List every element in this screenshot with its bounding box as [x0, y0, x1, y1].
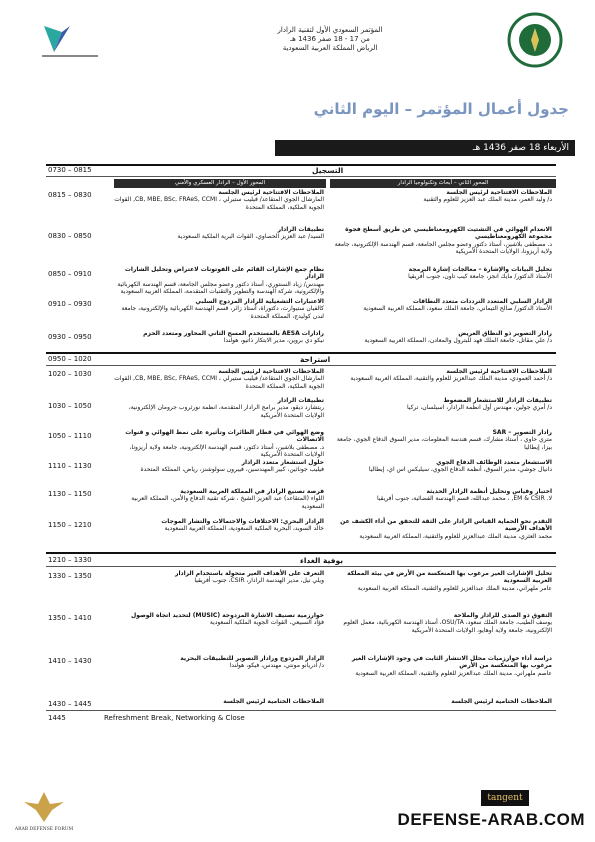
session-title: رادارات AESA بالمستخدم المسح الثاني المحاور ومتعدد الحزم: [143, 330, 324, 337]
conference-header: [250, 26, 410, 53]
session-title: الملاحظات الختامية لرئيس الجلسة: [451, 698, 552, 705]
time-slot: 0930 – 0950: [48, 333, 92, 341]
time-slot: 0950 – 1020: [48, 355, 92, 363]
forum-label: ARAB DEFENSE FORUM: [14, 827, 74, 832]
section-break: استراحة: [300, 355, 331, 364]
time-slot: 1330 – 1350: [48, 572, 92, 580]
session-speaker: الأستاذ الدكتور/ مايك انجز، جامعة كيب تاون، جنوب أفريقيا: [408, 273, 552, 281]
session-title: الرادار المزدوج ورادار التصوير للتطبيقات البحرية: [180, 655, 324, 662]
session-title: تطبيقات الرادار للاستشعار المضغوط: [443, 397, 552, 404]
time-slot: 1050 – 1110: [48, 432, 92, 440]
session-speaker: ويلي نيل، مدير الهندسة الرادار، CSIR، جنوب أفريقيا: [194, 577, 324, 585]
session-speaker: كالفيان ستيوارت، دكتوراة، أستاذ زائر، قسم الهندسة الكهربائية والإلكترونية، جامعة لندن كوليدج، المملكة المتحدة: [121, 305, 324, 320]
session-speaker: عاصم ملهراني، مدينة الملك عبدالعزيز للعلوم والتقنية، المملكة العربية السعودية: [355, 669, 552, 677]
session-left: [114, 488, 324, 510]
time-slot: 1430 – 1445: [48, 700, 92, 708]
session-right: [330, 298, 552, 313]
session-left: [114, 189, 324, 211]
session-left: [114, 570, 324, 585]
session-speaker: عامر ملهراني، مدينة الملك عبدالعزيز للعلوم والتقنية، المملكة العربية السعودية: [357, 584, 552, 592]
session-right: [330, 655, 552, 677]
session-title: الاستشعار متعدد الوظائف الدفاع الجوي: [436, 459, 552, 466]
session-title: التقدم نحو الحماية القياس الرادار على الثقة للتحقق من أداء الكشف عن الأهداف الأرضية: [340, 518, 552, 533]
session-title: التفوق ذو الصدى للرادار والملاحة: [453, 612, 552, 619]
session-title: اختبار وقياس وتحليل أنظمة الرادار الحديثة: [426, 488, 552, 495]
header-line3: الرياض المملكة العربية السعودية: [282, 44, 378, 52]
session-speaker: د. مصطفى بلاشين، أستاذ دكتور وعضو مجلس الجامعة، قسم الهندسة الإلكترونية، جامعة ولاية أريزونا، الولايات المتحدة الأمريكية: [334, 240, 552, 255]
session-right: [330, 266, 552, 281]
session-speaker: السيد/ عبد العزيز الحصاوي، القوات البرية الملكية السعودية: [177, 233, 324, 241]
session-title: تحليل الإشارات الغير مرغوب بها المنعكسة من الأرض في بيئة المملكة العربية السعودية: [347, 570, 552, 585]
session-left: [114, 698, 324, 705]
session-speaker: المارشال الجوي المتقاعد/ فيليب ستيرلي ، CB, MBE, BSc, FRAeS, CCMI, القوات الجوية الملكية، المملكة المتحدة: [114, 196, 324, 211]
ksa-radar-logo: [40, 22, 100, 62]
session-title: خوارزمية تصنيف الاشارة المزدوجة (MUSIC) لتحديد اتجاه الوصول: [131, 612, 324, 619]
section-registration: التسجيل: [312, 166, 344, 175]
column-header-right: المحور الثاني – أبحاث وتكنولوجيا الرادار: [330, 179, 556, 188]
time-slot: 1030 – 1050: [48, 402, 92, 410]
session-title: الملاحظات الافتتاحية لرئيس الجلسة: [446, 368, 552, 375]
session-title: الاعتبارات التشغيلية للرادار المزدوج السلبي: [195, 298, 324, 305]
session-speaker: د/ ادريانو مونتي، مهندس، فيكو، هولندا: [229, 662, 324, 670]
session-left: [114, 298, 324, 320]
time-slot: 1350 – 1410: [48, 614, 92, 622]
session-title: وضع الهوائي في قطار الطائرات وتأثيره على نمط الهوائي و قنوات الاتصالات: [125, 429, 324, 444]
session-right: [330, 570, 552, 592]
session-title: الانعدام الهوائي في التشتيت الكهرومغناطيسي عن طريق أسطح فجوة مجموعة الكهرومغناطيسي: [345, 226, 552, 241]
session-right: [330, 612, 552, 634]
page-title: جدول أعمال المؤتمر – اليوم الثاني: [313, 100, 569, 118]
session-speaker: ريتشارد ديقو، مدير برامج الرادار المتقدمة، انظمة نورثروب جرومان الإلكترونية، الولايات المتحدة الأمريكية: [128, 404, 324, 419]
watermark-brand: DEFENSE-ARAB.COM: [397, 810, 585, 829]
session-right: [330, 459, 552, 474]
session-right: [330, 368, 552, 383]
session-left: [114, 266, 324, 295]
session-speaker: نيكو دي بروين، مدير الابتكار ذاتيو، هولندا: [223, 337, 324, 345]
session-left: [114, 330, 324, 345]
divider: [46, 176, 556, 177]
session-speaker: د/ وليد العمر، مدينة الملك عبد العزيز للعلوم والتقنية: [423, 196, 552, 204]
header-line1: المؤتمر السعودي الأول لتقنية الرادار: [277, 26, 383, 34]
session-speaker: لا. EM & CSIR, ، محمد عبدالله، قسم الهندسة الفضائية، جنوب أفريقيا: [377, 495, 552, 503]
day-banner: الأربعاء 18 صفر 1436 هـ: [275, 140, 575, 156]
time-slot: 1020 – 1030: [48, 370, 92, 378]
tangent-logo: tangent: [481, 790, 529, 806]
session-title: رادار التصوير – SAR: [492, 429, 552, 436]
session-title: نظام جمع الإشارات القائم على الفوتونات لاعتراض وتحليل الشارات الرادار: [124, 266, 324, 281]
session-title: دراسة أداء خوارزميات محلل الانتشار الثابت في وجود الإشارات الغير مرغوب بها المنعكسة من الأرض: [351, 655, 552, 670]
time-slot: 1445: [48, 714, 66, 722]
session-left: [114, 226, 324, 241]
divider: [46, 710, 556, 711]
ministry-emblem-logo: [505, 10, 565, 70]
session-speaker: الأستاذ الدكتور/ صالح التيماني، جامعة الملك سعود، المملكة العربية السعودية: [363, 305, 552, 313]
session-right: [330, 429, 552, 451]
session-title: رادار التصوير ذو النطاق العريض: [458, 330, 552, 337]
session-speaker: فيليب جوناثين، كبير المهندسين، فيبرون سولوشنز، رياض، المملكة المتحدة: [140, 466, 324, 474]
header-line2: من 17 - 18 صفر 1436 هـ: [290, 35, 370, 43]
section-lunch: بوفية الغداء: [300, 556, 344, 565]
column-header-left: المحور الأول – الرادار العسكري والأمني: [114, 179, 326, 188]
session-title: تحليل البيانات والإشارة – معالجات إشارة البرمجة: [408, 266, 552, 273]
session-title: الرادار السلبي المتعدد الترددات متعدد النطاقات: [412, 298, 552, 305]
session-left: [114, 368, 324, 390]
session-title: الملاحظات الافتتاحية لرئيس الجلسة: [218, 368, 324, 375]
session-title: التعرف على الأهداف الغير متحولة باستخدام الرادار: [175, 570, 324, 577]
time-slot: 0830 – 0850: [48, 232, 92, 240]
session-title: الملاحظات الافتتاحية لرئيس الجلسة: [218, 189, 324, 196]
session-speaker: فؤاد السبيعي، القوات الجوية الملكية السعودية: [209, 619, 324, 627]
time-slot: 1130 – 1150: [48, 490, 92, 498]
session-right: [330, 488, 552, 503]
session-title: الرادار البحري: الاختلافات والاحتمالات والتشار الموجات: [161, 518, 324, 525]
session-right: [330, 189, 552, 204]
session-left: [114, 459, 324, 474]
session-right: [330, 698, 552, 705]
session-speaker: خالد السويد، البحرية الملكية السعودية، المملكة العربية السعودية: [164, 525, 324, 533]
session-right: [330, 226, 552, 255]
session-speaker: د/ أمري جولين، مهندس أول انظمة الرادار، اسيلسان، تركيا: [406, 404, 552, 412]
session-speaker: المارشال الجوي المتقاعد/ فيليب ستيرلي ، CB, MBE, BSc, FRAeS, CCMI, القوات الجوية الملكية، المملكة المتحدة: [114, 375, 324, 390]
time-slot: 1210 – 1330: [48, 556, 92, 564]
time-slot: 0850 – 0910: [48, 270, 92, 278]
session-speaker: يوسف الطيب، جامعة الملك سعود، OSU/TA، أستاذ الهندسة الكهربائية، معمل العلوم الإلكترونية، جامعة ولاية أوهايو، الولايات المتحدة الأمريكية: [343, 619, 552, 634]
session-speaker: محمد العثري، مدينة الملك عبدالعزيز للعلوم والتقنية، المملكة العربية السعودية: [359, 532, 552, 540]
divider: [46, 352, 556, 354]
session-speaker: د. مصطفى بلاشين، أستاذ دكتور، قسم الهندسة الإلكترونية، جامعة ولاية أريزونا، الولايات المتحدة الأمريكية: [129, 443, 324, 458]
divider: [46, 566, 556, 567]
session-speaker: دانيال جوشي، مدير السوق، أنظمة الدفاع الجوي، سيليكس اس اي، إيطاليا: [368, 466, 552, 474]
divider: [46, 365, 556, 366]
time-slot: 0730 – 0815: [48, 166, 92, 174]
session-title: تطبيقات الرادار: [277, 226, 324, 233]
session-speaker: د/ أحمد العمودي، مدينة الملك عبدالعزيز للعلوم والتقنية، المملكة العربية السعودية: [350, 375, 552, 383]
session-right: [330, 330, 552, 345]
session-speaker: مهندس/ زياد السنتوري، أستاذ دكتور وعضو مجلس الجامعة، قسم الهندسة الكهربائية والإلكترونية، شركة الهندسة والتطوير والتقنيات المتقدمة، المملكة العربية السعودية: [117, 280, 324, 295]
session-left: [114, 397, 324, 419]
session-right: [330, 397, 552, 412]
session-title: الملاحظات الافتتاحية لرئيس الجلسة: [446, 189, 552, 196]
time-slot: 1410 – 1430: [48, 657, 92, 665]
session-title: تطبيقات الرادار: [277, 397, 324, 404]
time-slot: 1110 – 1130: [48, 462, 92, 470]
session-left: [114, 429, 324, 458]
session-speaker: د/ علي مقاتل، جامعة الملك فهد للبترول والمعادن، المملكة العربية السعودية: [364, 337, 552, 345]
time-slot: 0910 – 0930: [48, 300, 92, 308]
closing-session: Refreshment Break, Networking & Close: [104, 714, 245, 722]
session-title: فرصة تصنيع الرادار في المملكة العربية السعودية: [180, 488, 324, 495]
session-left: [114, 655, 324, 670]
time-slot: 1150 – 1210: [48, 521, 92, 529]
session-speaker: اللواء (المتقاعد) عبد العزيز الشيخ ، شركة تقنية الدفاع والأمن، المملكة العربية السعودية: [131, 495, 324, 510]
divider: [46, 164, 556, 166]
session-left: [114, 612, 324, 627]
session-left: [114, 518, 324, 533]
session-title: حلول استشعار متعدد الرادار: [241, 459, 324, 466]
session-title: الملاحظات الختامية لرئيس الجلسة: [223, 698, 324, 705]
session-right: [330, 518, 552, 540]
divider: [46, 552, 556, 554]
time-slot: 0815 – 0830: [48, 191, 92, 199]
session-speaker: متري حاوي ، أستاذ مشارك، قسم هندسة المعلومات، مدير السوق الدفاع الجوي، جامعة بيزا، إيطاليا: [336, 436, 552, 451]
